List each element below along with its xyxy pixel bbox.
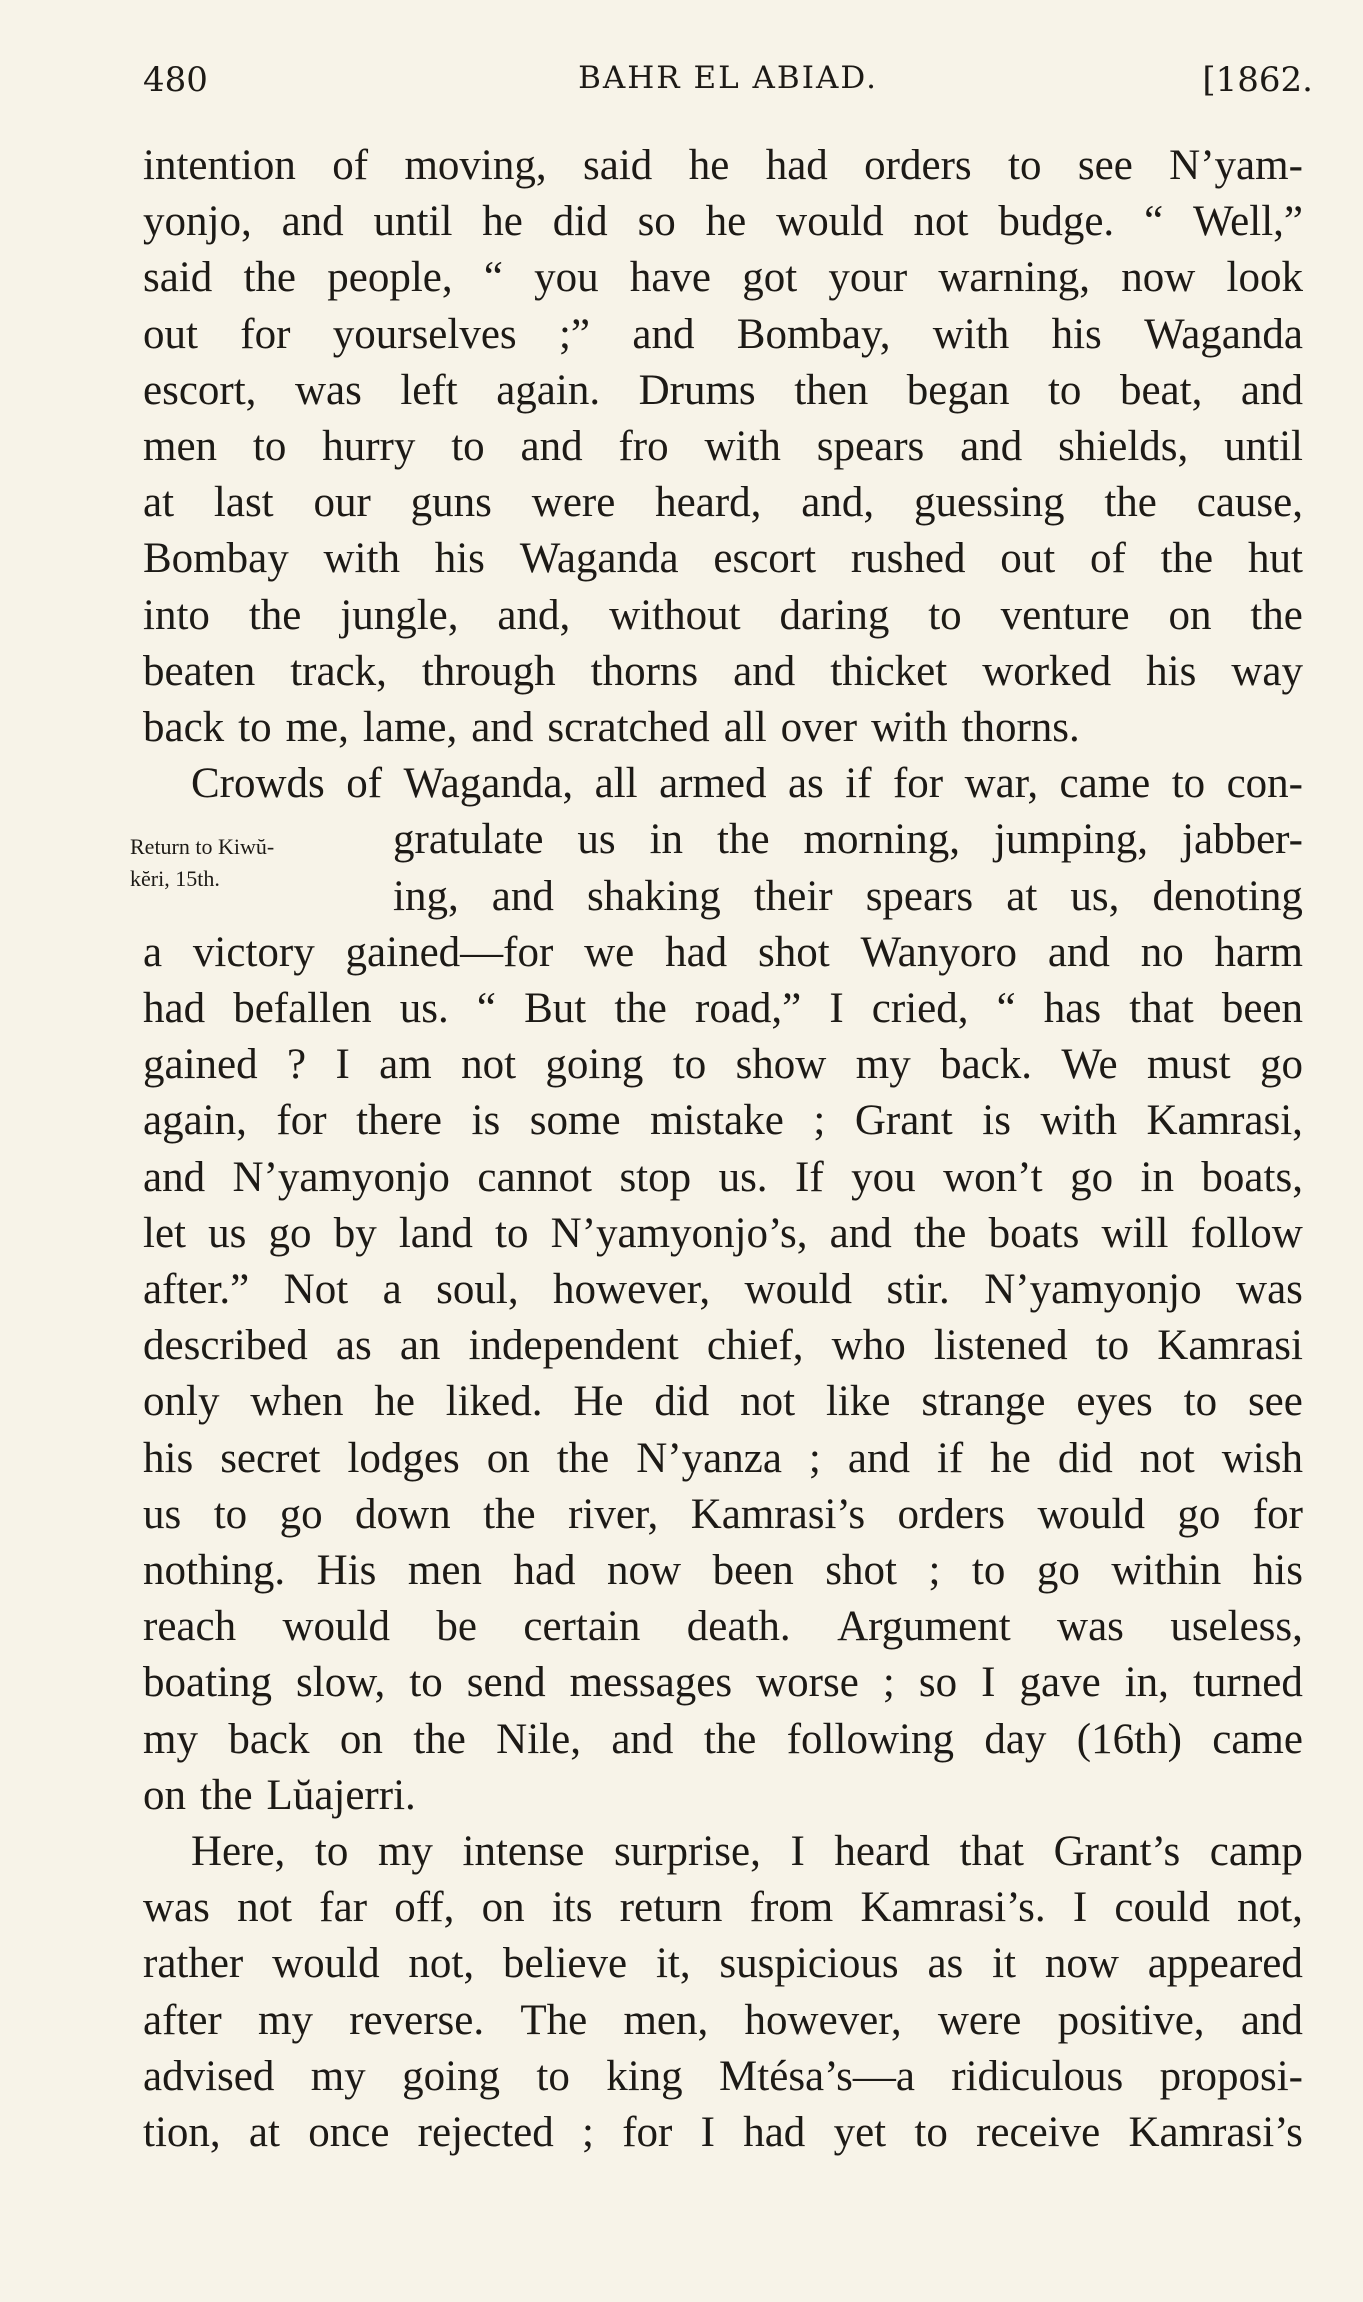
text-line: again, for there is some mistake ; Grant is with Kamrasi, [143, 1097, 1303, 1144]
text-line: was not far off, on its return from Kamrasi’s. I could not, [143, 1884, 1303, 1931]
text-line: only when he liked. He did not like strange eyes to see [143, 1378, 1303, 1425]
text-line: on the Lŭajerri. [143, 1772, 416, 1819]
text-line: my back on the Nile, and the following day (16th) came [143, 1716, 1303, 1763]
text-line: boating slow, to send messages worse ; so I gave in, turned [143, 1659, 1303, 1706]
text-line: and N’yamyonjo cannot stop us. If you won’t go in boats, [143, 1154, 1303, 1201]
text-line: Here, to my intense surprise, I heard that Grant’s camp [191, 1828, 1303, 1875]
year-marker: [1862. [1202, 60, 1313, 100]
margin-note-line-2: kĕri, 15th. [130, 866, 220, 891]
text-line: gratulate us in the morning, jumping, jabber- [393, 816, 1303, 863]
text-line: Bombay with his Waganda escort rushed out of the hut [143, 535, 1303, 582]
text-line: nothing. His men had now been shot ; to go within his [143, 1547, 1303, 1594]
text-line: reach would be certain death. Argument was useless, [143, 1603, 1303, 1650]
text-line: rather would not, believe it, suspicious as it now appeared [143, 1940, 1303, 1987]
text-line: beaten track, through thorns and thicket worked his way [143, 648, 1303, 695]
text-line: advised my going to king Mtésa’s—a ridiculous proposi- [143, 2053, 1303, 2100]
text-line: after.” Not a soul, however, would stir. N’yamyonjo was [143, 1266, 1303, 1313]
text-line: Crowds of Waganda, all armed as if for war, came to con- [191, 760, 1303, 807]
text-line: out for yourselves ;” and Bombay, with his Waganda [143, 311, 1303, 358]
text-line: ing, and shaking their spears at us, denoting [393, 873, 1303, 920]
running-title: BAHR EL ABIAD. [578, 60, 878, 96]
text-line: tion, at once rejected ; for I had yet to receive Kamrasi’s [143, 2109, 1303, 2156]
text-line: into the jungle, and, without daring to venture on the [143, 592, 1303, 639]
text-line: after my reverse. The men, however, were positive, and [143, 1997, 1303, 2044]
text-line: a victory gained—for we had shot Wanyoro and no harm [143, 929, 1303, 976]
page-number: 480 [143, 60, 208, 100]
text-line: had befallen us. “ But the road,” I cried, “ has that been [143, 985, 1303, 1032]
text-line: men to hurry to and fro with spears and shields, until [143, 423, 1303, 470]
text-line: at last our guns were heard, and, guessing the cause, [143, 479, 1303, 526]
text-line: his secret lodges on the N’yanza ; and if he did not wish [143, 1435, 1303, 1482]
text-line: us to go down the river, Kamrasi’s orders would go for [143, 1491, 1303, 1538]
text-line: escort, was left again. Drums then began to beat, and [143, 367, 1303, 414]
text-line: back to me, lame, and scratched all over with thorns. [143, 704, 1080, 751]
text-line: let us go by land to N’yamyonjo’s, and the boats will follow [143, 1210, 1303, 1257]
text-line: yonjo, and until he did so he would not budge. “ Well,” [143, 198, 1303, 245]
text-line: intention of moving, said he had orders to see N’yam- [143, 142, 1303, 189]
text-line: said the people, “ you have got your warning, now look [143, 254, 1303, 301]
margin-note-line-1: Return to Kiwŭ- [130, 834, 275, 859]
page-header [143, 48, 1313, 108]
text-line: described as an independent chief, who listened to Kamrasi [143, 1322, 1303, 1369]
text-line: gained ? I am not going to show my back. We must go [143, 1041, 1303, 1088]
